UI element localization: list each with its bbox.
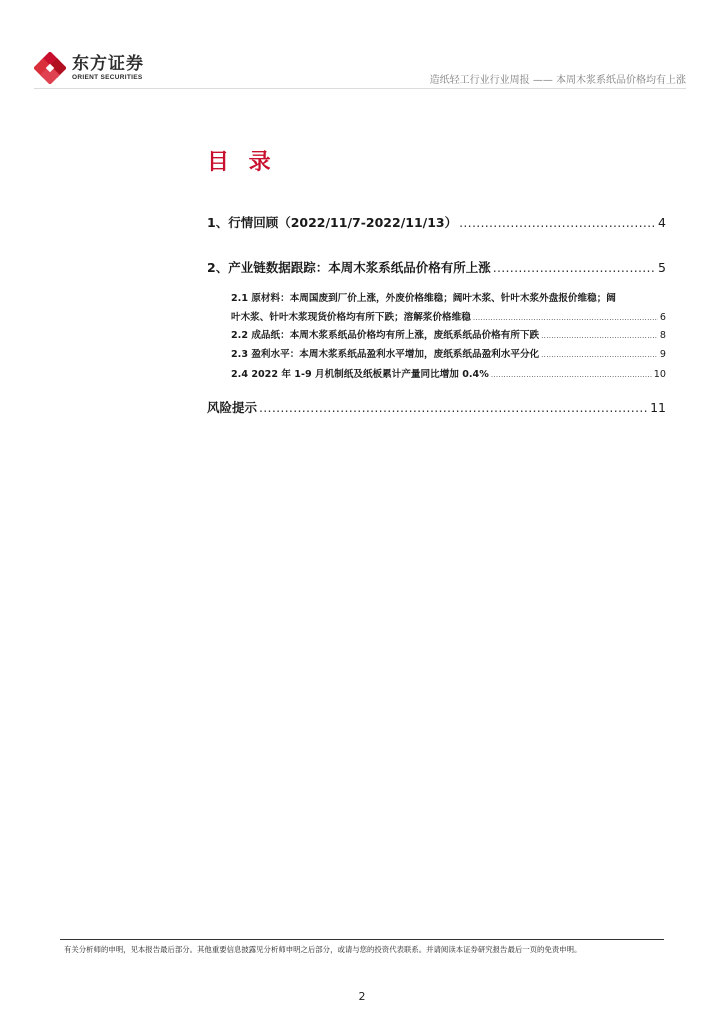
toc-page-number: 8 (659, 330, 666, 341)
toc-entry-2-2[interactable] (231, 327, 666, 341)
toc-page-number: 10 (653, 369, 666, 380)
toc-title: 目 录 (207, 150, 277, 175)
toc-entry-text: 1、行情回顾（2022/11/7-2022/11/13） (207, 215, 458, 230)
toc-entry-2-1-line2[interactable] (231, 309, 666, 323)
toc-entry-2-1-line1[interactable] (231, 290, 666, 304)
page-number: 2 (358, 990, 366, 1003)
toc-entry-text: 2.4 2022 年 1-9 月机制纸及纸板累计产量同比增加 0.4% (231, 369, 489, 380)
toc-leader-dots (491, 371, 652, 379)
toc-page-number: 9 (659, 349, 666, 360)
toc-page-number: 6 (659, 312, 666, 323)
orient-securities-logo-icon (34, 52, 66, 84)
toc-entry-text: 2、产业链数据跟踪：本周木浆系纸品价格有所上涨 (207, 260, 491, 275)
toc-leader-dots (259, 400, 648, 415)
footer-divider (60, 939, 664, 940)
toc-entry-risk[interactable] (207, 398, 666, 416)
toc-entry-2-3[interactable] (231, 346, 666, 360)
logo-chinese-name: 东方证券 (72, 53, 144, 74)
toc-page-number: 4 (658, 215, 666, 230)
report-header-title: 造纸轻工行业行业周报 —— 本周木浆系纸品价格均有上涨 (429, 75, 686, 86)
toc-entry-text: 2.2 成品纸：本周木浆系纸品价格均有所上涨，废纸系纸品价格有所下跌 (231, 330, 540, 341)
toc-leader-dots (493, 260, 656, 275)
logo-english-name: ORIENT SECURITIES (72, 73, 143, 81)
toc-entry-1[interactable] (207, 213, 666, 231)
toc-leader-dots (459, 215, 656, 230)
toc-entry-text: 2.3 盈利水平：本周木浆系纸品盈利水平增加，废纸系纸品盈利水平分化 (231, 349, 540, 360)
toc-entry-text: 2.1 原材料：本周国废到厂价上涨，外废价格维稳；阔叶木浆、针叶木浆外盘报价维稳；阔 (231, 293, 616, 304)
toc-entry-2[interactable] (207, 258, 666, 276)
toc-leader-dots (541, 332, 658, 340)
company-logo (34, 52, 144, 84)
footer-disclaimer: 有关分析师的申明，见本报告最后部分。其他重要信息披露见分析师申明之后部分，或请与您的投资代表联系。并请阅读本证券研究报告最后一页的免责申明。 (64, 945, 582, 954)
header-divider (34, 88, 686, 89)
toc-leader-dots (473, 314, 658, 322)
toc-entry-text: 风险提示 (207, 400, 258, 415)
toc-leader-dots (541, 351, 658, 359)
toc-page-number: 11 (650, 400, 666, 415)
toc-page-number: 5 (658, 260, 666, 275)
toc-entry-2-4[interactable] (231, 366, 666, 380)
toc-entry-text-continued: 叶木浆、针叶木浆现货价格均有所下跌；溶解浆价格维稳 (231, 312, 471, 323)
